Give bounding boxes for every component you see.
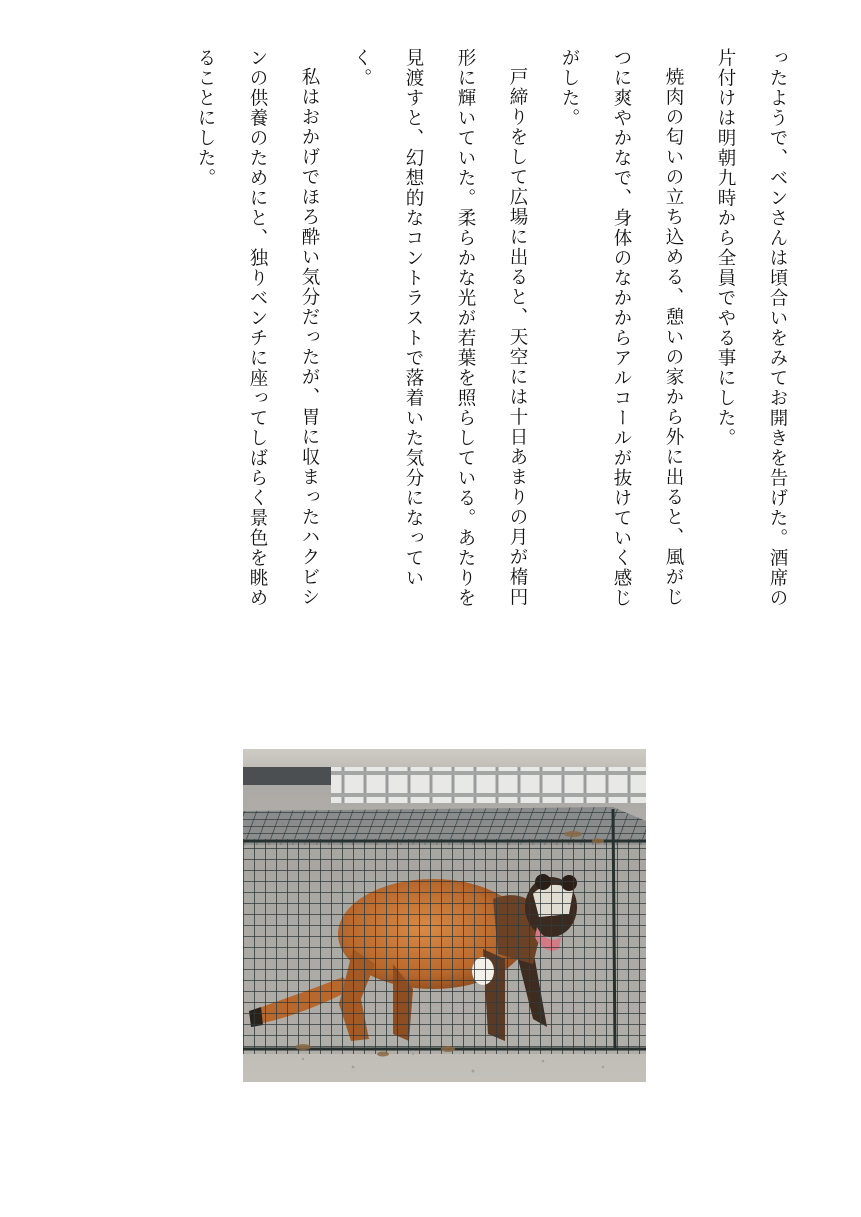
paragraph-1: ったようで、ベンさんは頃合いをみてお開きを告げた。酒席の片付けは明朝九時から全員でやる事にした。 (715, 48, 788, 608)
masked-palm-civet-in-cage-photo (243, 749, 646, 1082)
paragraph-4: 私はおかげでほろ酔い気分だったが、胃に収まったハクビシンの供養のためにと、独りベンチに座ってしばらく景色を眺めることにした。 (195, 48, 320, 608)
paragraph-3: 戸締りをして広場に出ると、天空には十日あまりの月が楕円形に輝いていた。柔らかな光が若葉を照らしている。あたりを見渡すと、幻想的なコントラストで落着いた気分になっていく。 (351, 48, 528, 608)
paragraph-2: 焼肉の匂いの立ち込める、憩いの家から外に出ると、風がじつに爽やかなで、身体のなかからアルコールが抜けていく感じがした。 (559, 48, 684, 608)
vertical-text-body (183, 48, 803, 608)
